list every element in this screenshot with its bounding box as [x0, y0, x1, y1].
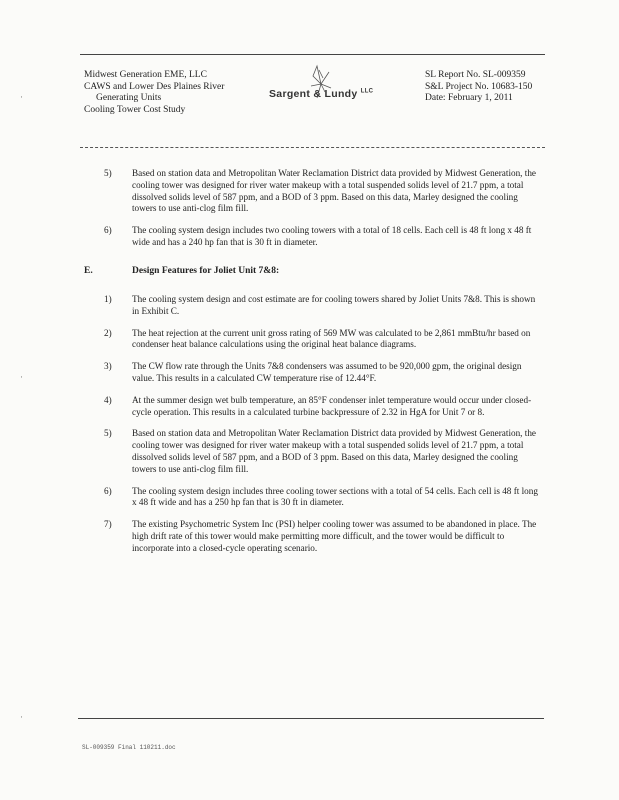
logo-text: Sargent & Lundy $^{LLC}$: [269, 88, 374, 100]
list-item-text: At the summer design wet bulb temperature, an 85°F condenser inlet temperature would occur under closed-cycle operation. This results in a calculated turbine backpressure of 2.32 in HgA for Unit 7 or 8.: [132, 394, 532, 417]
margin-mark: ·: [20, 92, 23, 102]
header-top-rule: [80, 54, 545, 55]
list-item-number: 1): [104, 294, 112, 304]
header-bottom-rule: [80, 147, 545, 148]
footer-file-path: SL-009359 Final 110211.doc: [82, 744, 176, 751]
list-item: [104, 168, 544, 215]
list-item-number: 5): [104, 428, 112, 439]
header-study-line: Cooling Tower Cost Study: [84, 104, 186, 115]
header-units-line: Generating Units: [96, 93, 162, 103]
list-item-text: Based on station data and Metropolitan Water Reclamation District data provided by Midwest Generation, the cooling tower was designed for river water makeup with a total suspended solids level of 21.7 ppm, a total dissolved solids level of 587 ppm, and a BOD of 3 ppm. Based on this data, Marley designed the cooling towers to use anti-clog film fill.: [132, 168, 536, 214]
logo-star-icon: [263, 62, 393, 112]
list-item: [104, 225, 544, 249]
sargent-lundy-logo: [263, 62, 393, 112]
list-item-number: 6): [104, 485, 112, 496]
header-project-number: S&L Project No. 10683-150: [425, 81, 533, 92]
section-title: Design Features for Joliet Unit 7&8:: [132, 266, 280, 276]
header-company-line: Midwest Generation EME, LLC: [84, 70, 207, 80]
list-item-number: 3): [104, 361, 112, 372]
list-item-number: 5): [104, 168, 112, 178]
header-report-block: [425, 70, 532, 105]
header-date: Date: February 1, 2011: [425, 93, 513, 103]
list-item-text: The existing Psychometric System Inc (PSI) helper cooling tower was assumed to be abandoned in place. The high drift rate of this tower would make permitting more difficult, and the tower would be difficult to incorporate into a closed-cycle operating scenario.: [132, 519, 537, 553]
list-item: [104, 486, 544, 510]
list-item: [104, 328, 544, 352]
header-report-number: SL Report No. SL-009359: [425, 70, 526, 80]
header-plant-line: CAWS and Lower Des Plaines River: [84, 81, 225, 92]
list-item-number: 2): [104, 327, 112, 338]
list-item-number: 4): [104, 394, 112, 405]
section-letter: E.: [84, 266, 93, 276]
list-item: [104, 519, 544, 554]
list-item-text: The CW flow rate through the Units 7&8 condensers was assumed to be 920,000 gpm, the original design value. This results in a calculated CW temperature rise of 12.44°F.: [132, 361, 522, 383]
numbered-list-joliet: [104, 294, 544, 565]
list-item-number: 6): [104, 225, 112, 236]
margin-mark: ·: [20, 372, 23, 382]
list-item-text: The cooling system design includes three cooling tower sections with a total of 54 cells. Each cell is 48 ft long x 48 ft wide and has a 250 hp fan that is 30 ft in diameter.: [132, 485, 538, 508]
list-item-text: The cooling system design and cost estimate are for cooling towers shared by Joliet Units 7&8. This is shown in Exhibit C.: [132, 294, 536, 316]
footer-rule: [78, 718, 544, 719]
list-item: [104, 428, 544, 475]
list-item-text: Based on station data and Metropolitan Water Reclamation District data provided by Midwest Generation, the cooling tower was designed for river water makeup with a total suspended solids level of 21.7 ppm, a total dissolved solids level of 587 ppm, and a BOD of 3 ppm. Based on this data, Marley designed the cooling towers to use anti-clog film fill.: [132, 428, 536, 474]
header-company-block: [84, 70, 224, 116]
margin-mark: ·: [20, 712, 23, 722]
list-item-text: The heat rejection at the current unit gross rating of 569 MW was calculated to be 2,861 mmBtu/hr based on condenser heat balance calculations using the original heat balance diagrams.: [132, 327, 531, 350]
numbered-list-continued: [104, 168, 544, 259]
list-item: [104, 361, 544, 385]
list-item-number: 7): [104, 519, 112, 530]
list-item: [104, 395, 544, 419]
list-item-text: The cooling system design includes two cooling towers with a total of 18 cells. Each cell is 48 ft long x 48 ft wide and has a 240 hp fan that is 30 ft in diameter.: [132, 225, 532, 247]
list-item: [104, 294, 544, 318]
